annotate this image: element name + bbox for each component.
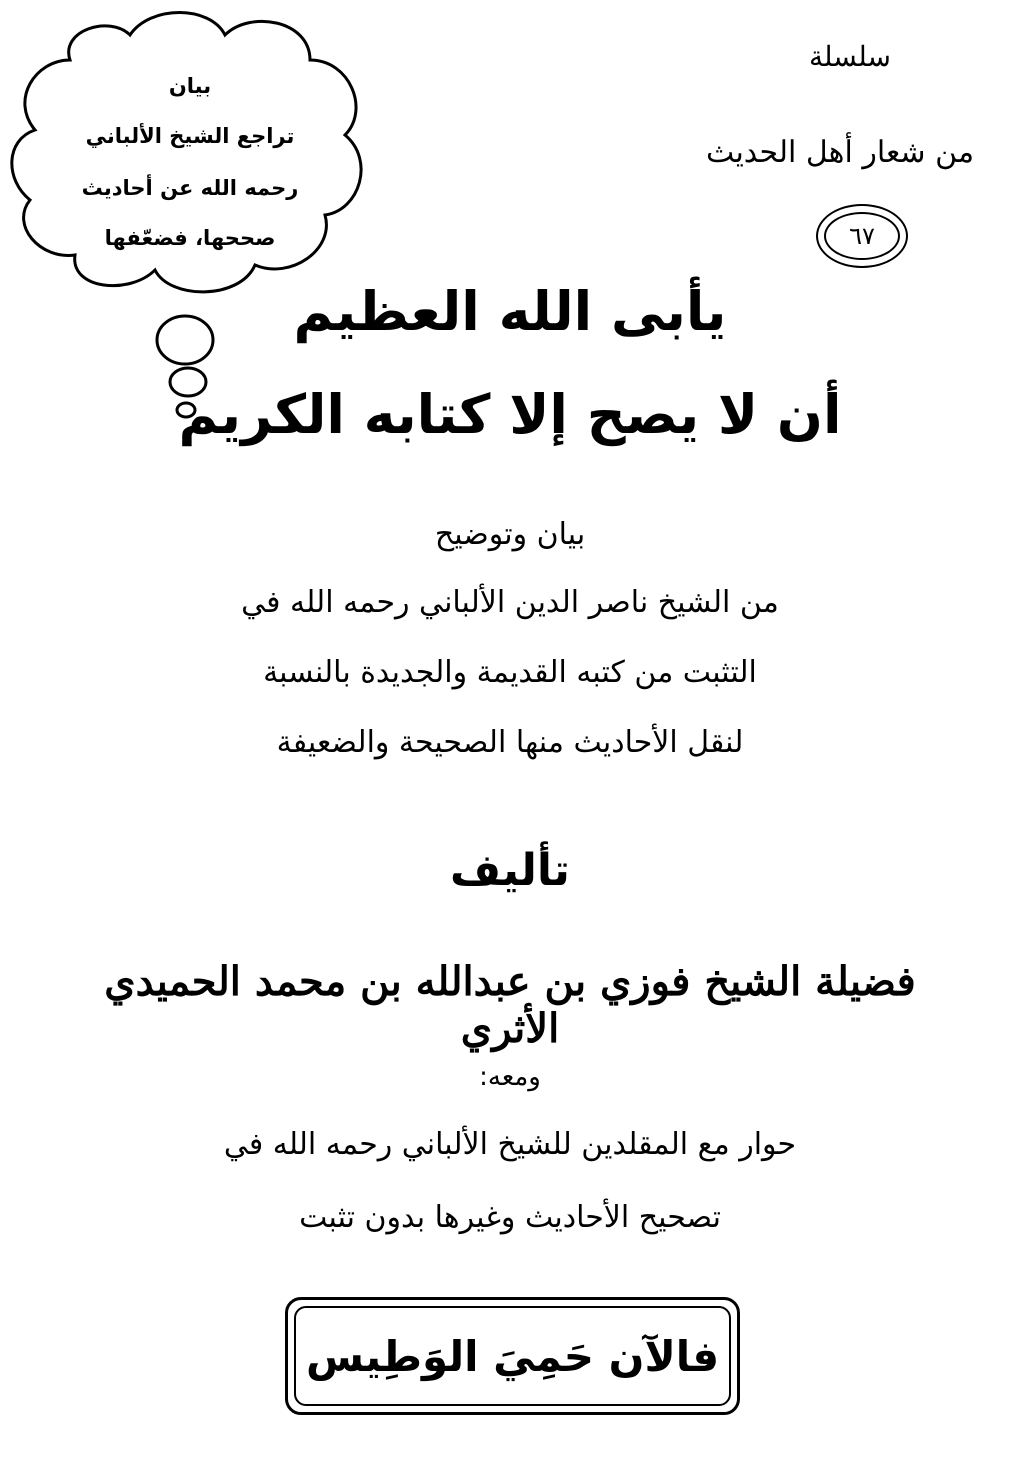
appendix-label: ومعه: [479,1062,541,1092]
author-name: فضيلة الشيخ فوزي بن عبدالله بن محمد الحميدي الأثري [104,958,916,1052]
description-line-3: التثبت من كتبه القديمة والجديدة بالنسبة [263,655,757,690]
title-line-1: يأبى الله العظيم [293,280,727,343]
description-line-1: بيان وتوضيح [434,517,586,552]
description-line-4: لنقل الأحاديث منها الصحيحة والضعيفة [276,725,744,760]
thought-cloud-shape [0,0,400,430]
cloud-line-2: تراجع الشيخ الألباني [85,124,295,148]
author-label: تأليف [450,845,570,896]
appendix-line-1: حوار مع المقلدين للشيخ الألباني رحمه الله في [223,1127,797,1162]
series-name: من شعار أهل الحديث [705,135,975,170]
cloud-line-3: رحمه الله عن أحاديث [81,176,299,200]
cloud-line-4: صححها، فضعّفها [104,226,276,250]
series-number-badge [816,204,908,268]
slogan-text: فالآن حَمِيَ الوَطِيس [294,1306,731,1406]
series-label: سلسلة [809,40,891,73]
cloud-line-1: بيان [168,74,212,98]
appendix-line-2: تصحيح الأحاديث وغيرها بدون تثبت [299,1200,721,1235]
description-line-2: من الشيخ ناصر الدين الألباني رحمه الله في [241,585,779,620]
slogan-box [285,1297,740,1415]
series-number: ٦٧ [824,212,900,260]
title-line-2: أن لا يصح إلا كتابه الكريم [178,383,842,446]
